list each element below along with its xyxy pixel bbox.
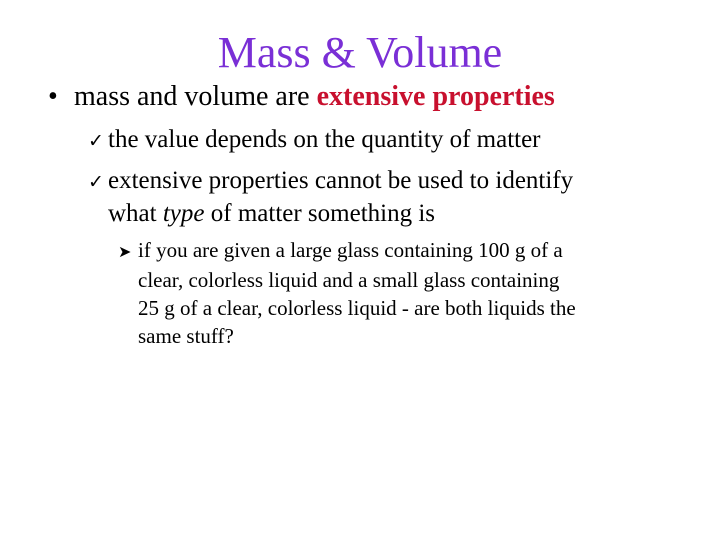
checkmark-icon: ✓ — [88, 130, 104, 152]
sub-bullet-text-post: of matter something is — [204, 200, 436, 227]
checkmark-icon: ✓ — [88, 171, 104, 193]
sub-bullet-text: extensive properties cannot be used to identify — [108, 167, 574, 194]
bullet-dot-icon: • — [48, 81, 58, 112]
sub-bullet-text-italic: type — [162, 200, 205, 227]
highlight-extensive-properties: extensive properties — [316, 81, 555, 112]
sub-bullet-quantity — [88, 124, 698, 157]
bullet-item-mass-volume — [48, 80, 555, 114]
sub-bullet-text-pre: what — [108, 200, 163, 227]
arrowhead-bullet-icon: ➤ — [118, 242, 132, 261]
question-line-4: same stuff? — [138, 324, 234, 348]
bullet-text: mass and volume are — [74, 81, 317, 112]
question-line-3: 25 g of a clear, colorless liquid - are both liquids the — [138, 296, 576, 320]
sub-sub-bullet-question — [118, 236, 658, 350]
question-line-1: if you are given a large glass containing 100 g of a — [138, 238, 563, 262]
slide-title: Mass & Volume — [217, 28, 503, 77]
sub-bullet-identify — [88, 165, 698, 230]
question-line-2: clear, colorless liquid and a small glass containing — [138, 268, 560, 292]
sub-bullet-text: the value depends on the quantity of matter — [108, 126, 541, 153]
